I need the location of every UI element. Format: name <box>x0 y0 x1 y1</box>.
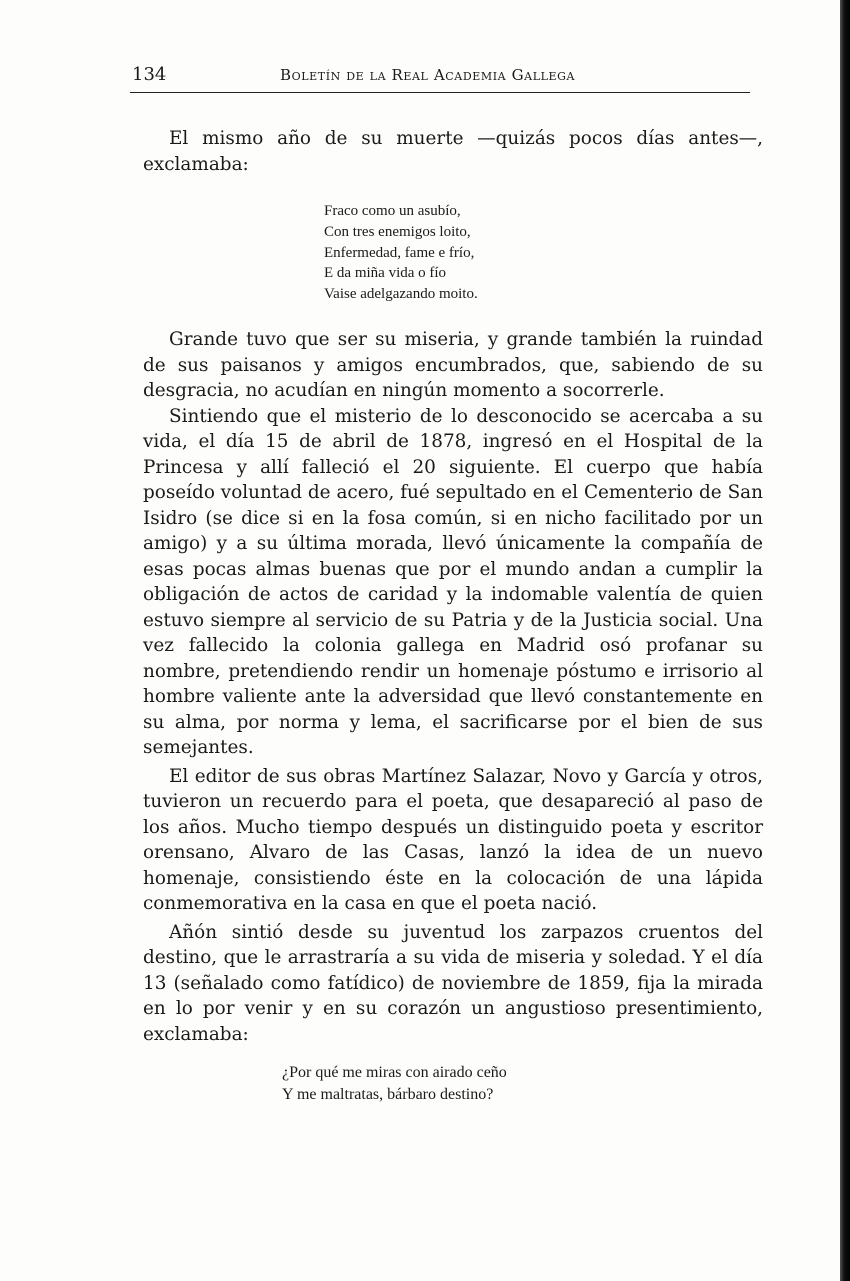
running-title: Boletín de la Real Academia Gallega <box>280 66 576 84</box>
header-rule <box>130 92 750 93</box>
verse-line: ¿Por qué me miras con airado ceño <box>282 1064 507 1081</box>
paragraph-2: Grande tuvo que ser su miseria, y grande también la ruindad de sus paisanos y amigos encumbrados, que, sabiendo de su desgracia, no acudían en ningún momento a socorrerle. <box>143 329 763 401</box>
verse-line: Fraco como un asubío, <box>324 203 461 219</box>
page-edge-shadow <box>840 0 850 1281</box>
verse-line: Vaise adelgazando moito. <box>324 286 478 303</box>
verse-line: Y me maltratas, bárbaro destino? <box>282 1086 494 1103</box>
paragraph-5: Añón sintió desde su juventud los zarpazos cruentos del destino, que le arrastraría a su vida de miseria y soledad. Y el día 13 (señalado como fatídico) de noviembre de 1859, fija la mirada en lo por venir y en su corazón un angustioso presentimiento, exclamaba: <box>143 921 763 1045</box>
verse-line: Con tres enemigos loito, <box>324 223 471 240</box>
verse-line: E da miña vida o fío <box>324 265 447 282</box>
body-text <box>143 327 763 1047</box>
paragraph-3: Sintiendo que el misterio de lo desconocido se acercaba a su vida, el día 15 de abril de 1878, ingresó en el Hospital de la Princesa y allí falleció el 20 siguiente. El cuerpo que había poseído voluntad de acero, fué sepultado en el Cementerio de San Isidro (se dice si en la fosa común, si en nicho facilitado por un amigo) y a su última morada, llevó únicamente la compañía de esas pocas almas buenas que por el mundo andan a cumplir la obligación de actos de caridad y la indomable valentía de quien estuvo siempre al servicio de su Patria y de la Justicia social. Una vez fallecido la colonia gallega en Madrid osó profanar su nombre, pretendiendo rendir un homenaje póstumo e irrisorio al hombre valiente ante la adversidad que llevó constantemente en su alma, por norma y lema, el sacrificarse por el bien de sus semejantes. <box>143 405 763 758</box>
paragraph-intro: El mismo año de su muerte —quizás pocos días antes—, exclamaba: <box>143 128 763 175</box>
verse-quote-2 <box>282 1062 507 1106</box>
page-number: 134 <box>132 64 167 85</box>
running-header <box>130 62 750 86</box>
paragraph-4: El editor de sus obras Martínez Salazar, Novo y García y otros, tuvieron un recuerdo para el poeta, que desapareció al paso de los años. Mucho tiempo después un distinguido poeta y escritor orensano, Alvaro de las Casas, lanzó la idea de un nuevo homenaje, consistiendo éste en la colocación de una lápida conmemorativa en la casa en que el poeta nació. <box>143 765 763 914</box>
verse-quote-1 <box>324 201 478 305</box>
verse-line: Enfermedad, fame e frío, <box>324 244 475 261</box>
text-block-intro <box>143 126 763 177</box>
